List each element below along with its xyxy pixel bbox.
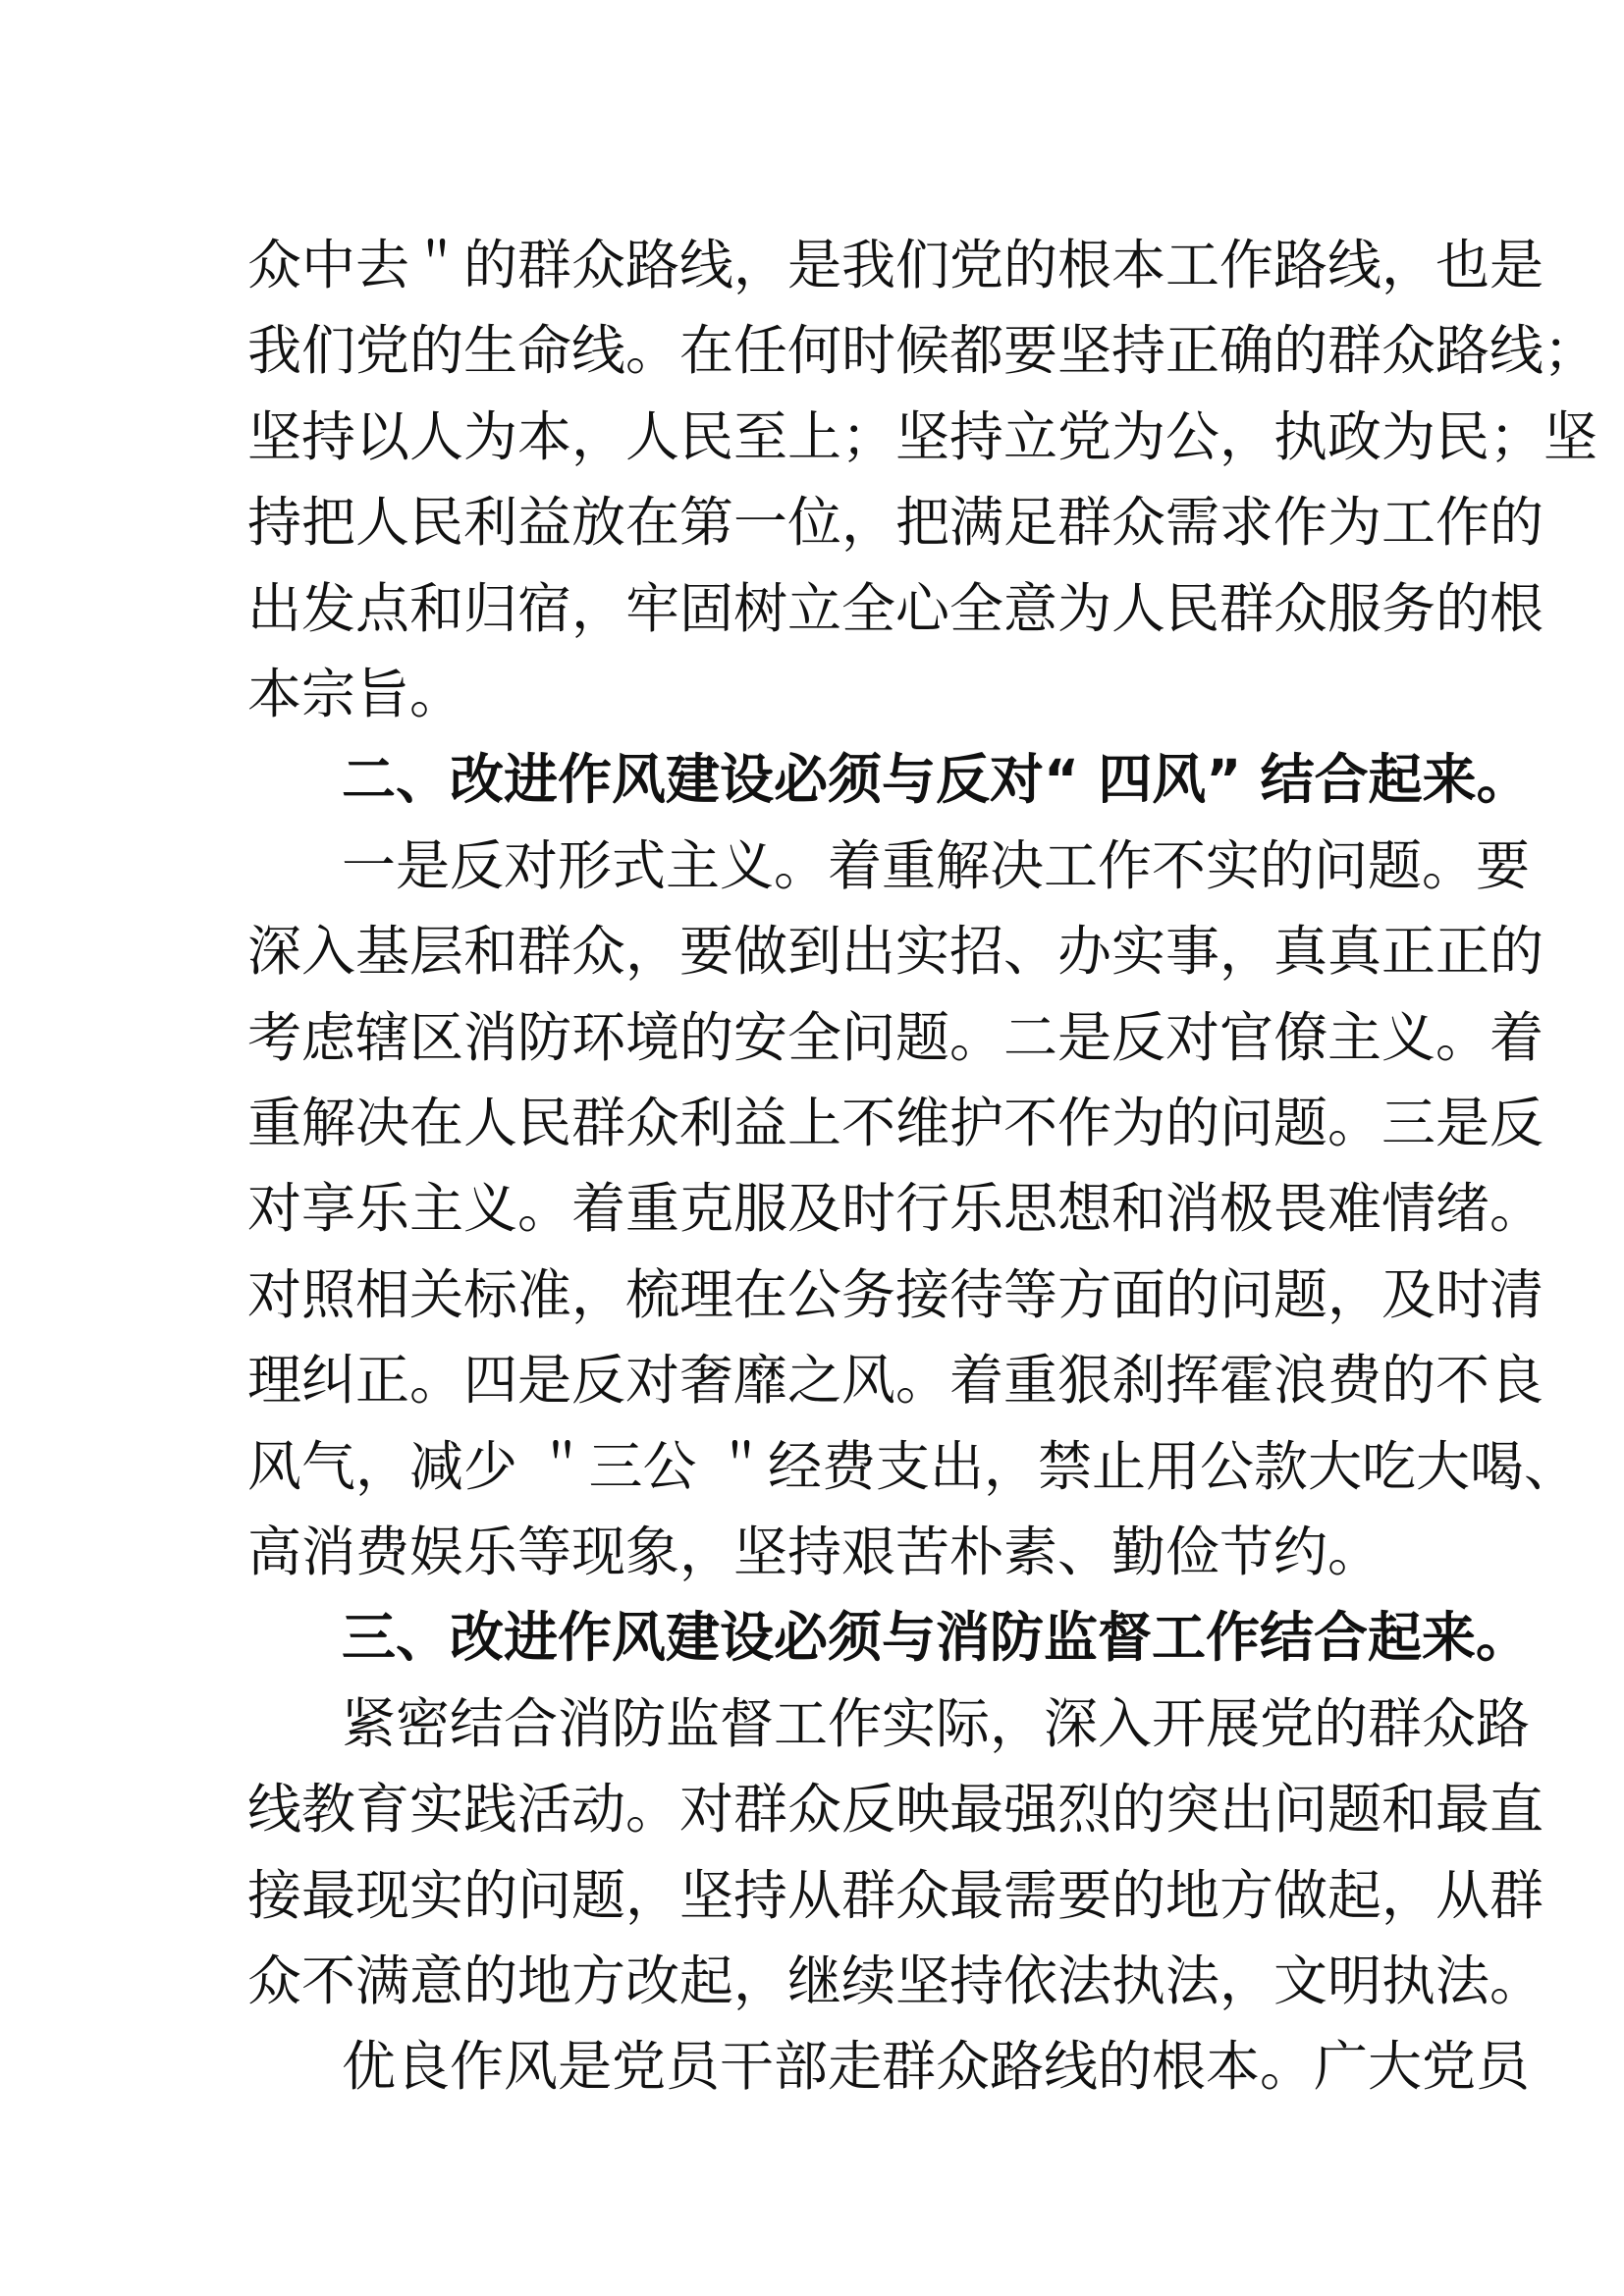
paragraph-line: 对享乐主义。着重克服及时行乐思想和消极畏难情绪。	[247, 1177, 1544, 1240]
paragraph-line: 出发点和归宿，牢固树立全心全意为人民群众服务的根	[247, 577, 1544, 640]
paragraph-line: 重解决在人民群众利益上不维护不作为的问题。三是反	[247, 1092, 1544, 1154]
paragraph-line: 理纠正。四是反对奢靡之风。着重狠刹挥霍浪费的不良	[247, 1349, 1544, 1412]
paragraph-line: 考虑辖区消防环境的安全问题。二是反对官僚主义。着	[247, 1006, 1544, 1069]
paragraph-line: 众中去＂的群众路线，是我们党的根本工作路线，也是	[247, 234, 1544, 296]
section-heading-3: 三、改进作风建设必须与消防监督工作结合起来。	[342, 1606, 1531, 1669]
paragraph-line: 接最现实的问题，坚持从群众最需要的地方做起，从群	[247, 1864, 1544, 1927]
paragraph-line: 我们党的生命线。在任何时候都要坚持正确的群众路线；	[247, 319, 1598, 382]
paragraph-line: 线教育实践活动。对群众反映最强烈的突出问题和最直	[247, 1778, 1544, 1841]
paragraph-line: 坚持以人为本，人民至上；坚持立党为公，执政为民；坚	[247, 405, 1598, 468]
paragraph-line: 一是反对形式主义。着重解决工作不实的问题。要	[342, 834, 1531, 897]
paragraph-line: 本宗旨。	[247, 663, 464, 725]
paragraph-line: 众不满意的地方改起，继续坚持依法执法，文明执法。	[247, 1949, 1544, 2012]
paragraph-line: 持把人民利益放在第一位，把满足群众需求作为工作的	[247, 491, 1544, 554]
section-heading-2: 二、改进作风建设必须与反对“ 四风” 结合起来。	[342, 748, 1531, 811]
paragraph-line: 紧密结合消防监督工作实际，深入开展党的群众路	[342, 1692, 1531, 1755]
paragraph-line: 优良作风是党员干部走群众路线的根本。广大党员	[342, 2035, 1531, 2098]
paragraph-line: 高消费娱乐等现象，坚持艰苦朴素、勤俭节约。	[247, 1521, 1382, 1583]
paragraph-line: 风气，减少 ＂三公 ＂经费支出，禁止用公款大吃大喝、	[247, 1435, 1578, 1498]
paragraph-line: 对照相关标准，梳理在公务接待等方面的问题，及时清	[247, 1263, 1544, 1326]
paragraph-line: 深入基层和群众，要做到出实招、办实事，真真正正的	[247, 920, 1544, 983]
